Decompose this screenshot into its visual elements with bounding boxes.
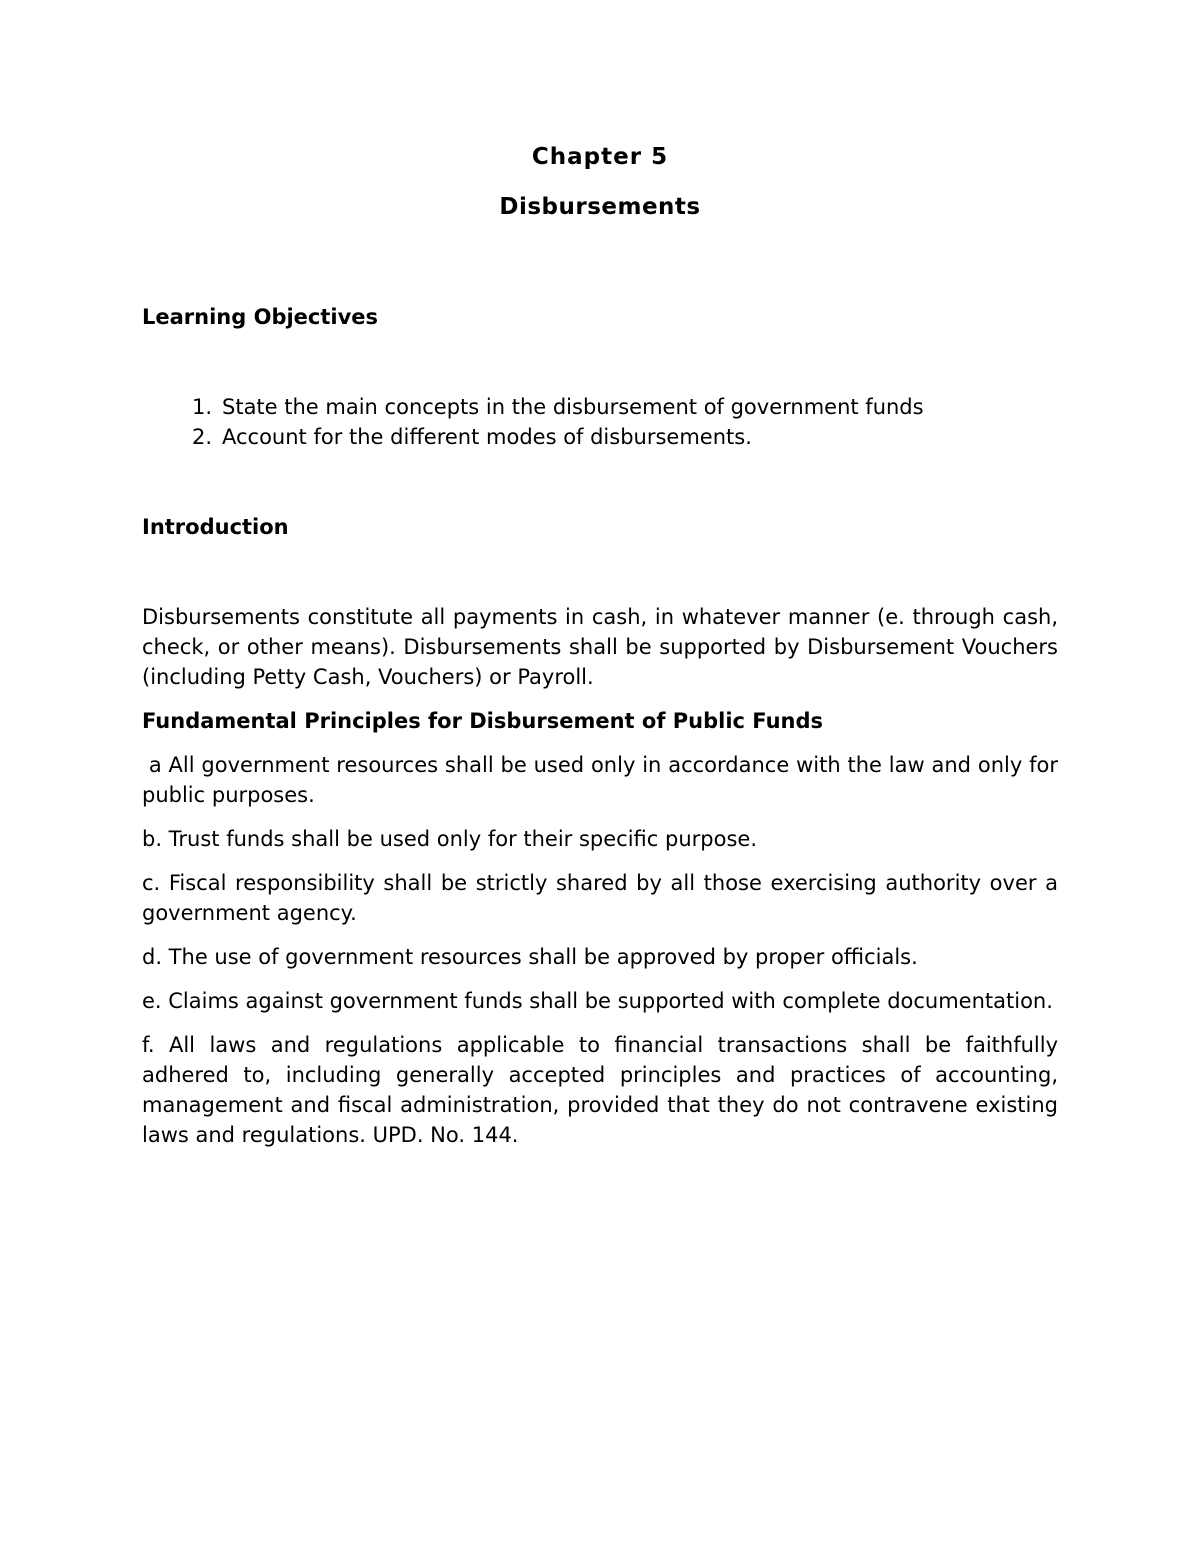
list-item — [142, 392, 1058, 422]
principle-item-c: c. Fiscal responsibility shall be strictly shared by all those exercising authority over a government agency. — [142, 871, 1058, 925]
introduction-heading: Introduction — [142, 515, 289, 539]
principles-heading: Fundamental Principles for Disbursement of Public Funds — [142, 709, 824, 733]
learning-objectives-list — [142, 392, 1058, 452]
list-item-number: 1. — [191, 395, 212, 419]
principle-item-e: e. Claims against government funds shall be supported with complete documentation. — [142, 989, 1053, 1013]
chapter-subtitle: Disbursements — [499, 194, 701, 220]
document-content — [142, 140, 1065, 1150]
list-item-text: Account for the different modes of disbursements. — [222, 425, 752, 449]
list-item-number: 2. — [191, 425, 212, 449]
list-item-text: State the main concepts in the disbursement of government funds — [222, 395, 924, 419]
principle-item-b: b. Trust funds shall be used only for their specific purpose. — [142, 827, 757, 851]
introduction-paragraph: Disbursements constitute all payments in cash, in whatever manner (e. through cash, check, or other means). Disbursements shall be supported by Disbursement Vouchers (including Petty Cash, Vouchers) or Payroll. — [142, 605, 1058, 689]
list-item — [142, 422, 1058, 452]
principle-item-f: f. All laws and regulations applicable to financial transactions shall be faithfully adhered to, including generally accepted principles and practices of accounting, management and fiscal administration, provided that they do not contravene existing laws and regulations. UPD. No. 144. — [142, 1033, 1058, 1147]
chapter-title: Chapter 5 — [531, 144, 669, 170]
principle-item-d: d. The use of government resources shall be approved by proper officials. — [142, 945, 918, 969]
principle-item-a: a All government resources shall be used only in accordance with the law and only for public purposes. — [142, 753, 1065, 807]
learning-objectives-heading: Learning Objectives — [142, 305, 379, 329]
